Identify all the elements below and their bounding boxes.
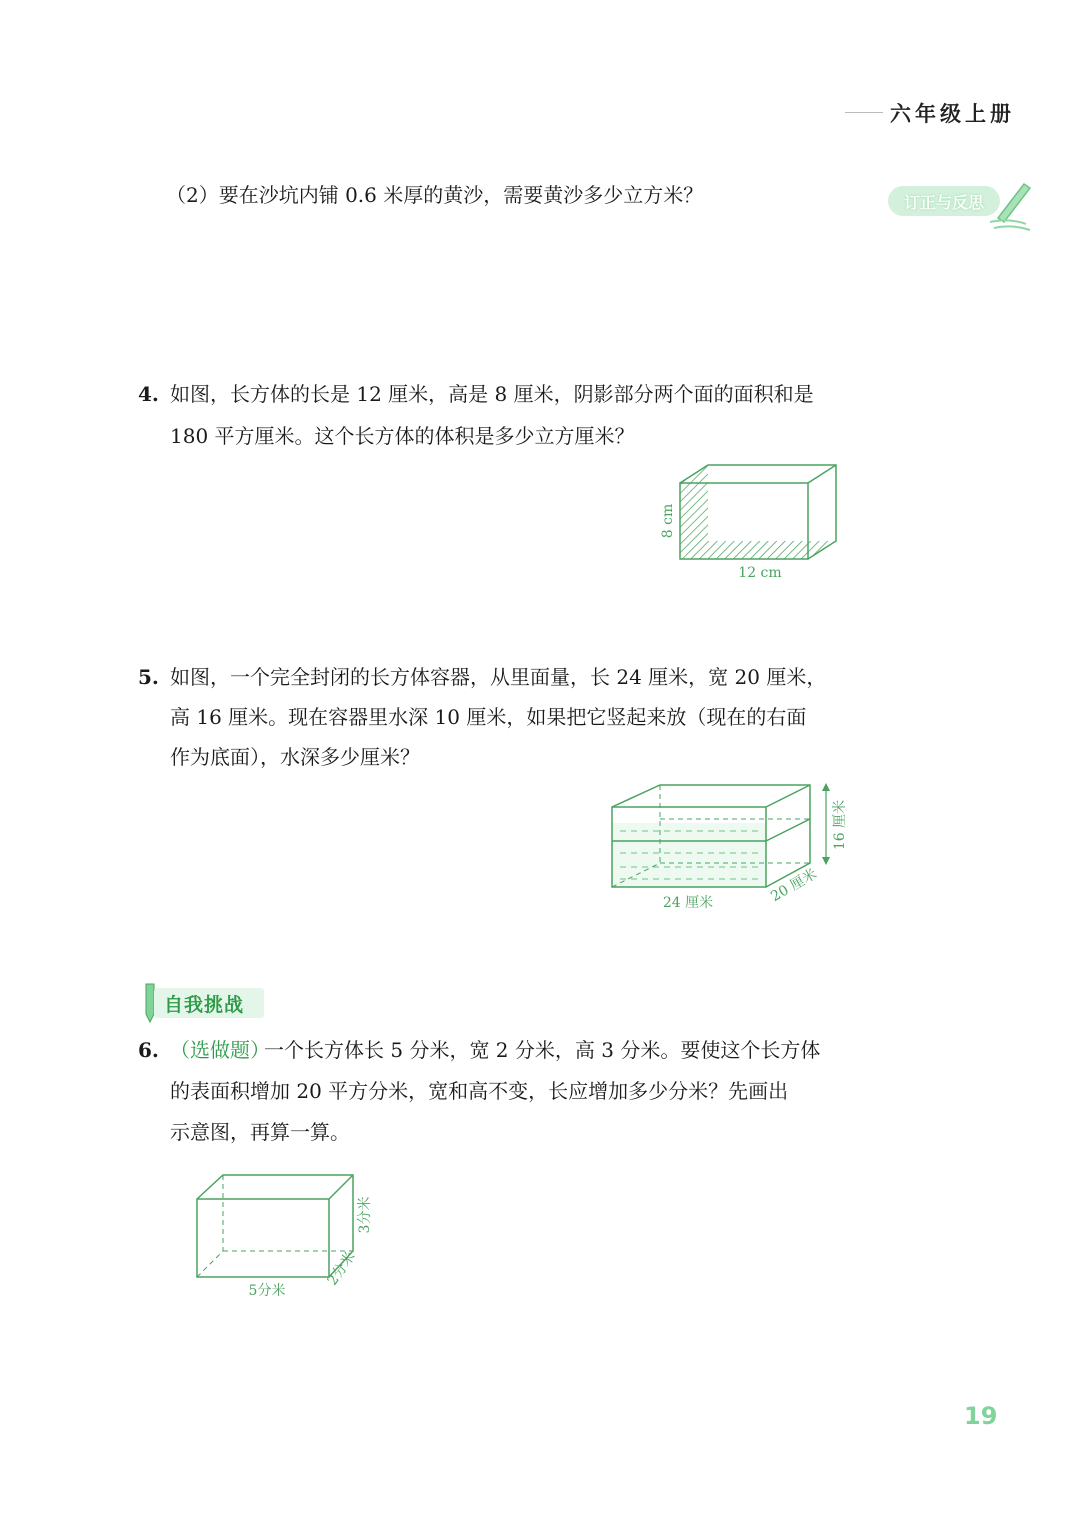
q4-edge: [808, 465, 836, 483]
q4-height-label: 8 cm: [660, 503, 676, 539]
q5-water-front: [612, 823, 766, 887]
q5-arrow-head: [822, 857, 830, 865]
q6-height-label: 3分米: [357, 1196, 373, 1234]
q6-hidden-edge: [197, 1251, 223, 1277]
q4-line1: 如图，长方体的长是 12 厘米，高是 8 厘米，阴影部分两个面的面积和是: [170, 382, 814, 406]
q5-arrow-head: [822, 783, 830, 791]
q5-line2: 高 16 厘米。现在容器里水深 10 厘米，如果把它竖起来放（现在的右面: [170, 705, 807, 729]
q6-line3: 示意图，再算一算。: [170, 1120, 350, 1144]
header-rule: [845, 112, 883, 113]
q6-number: 6.: [138, 1038, 159, 1062]
q5-edge: [766, 785, 810, 807]
q4-cuboid-figure: [650, 455, 850, 590]
q6-optional-tag: （选做题）: [170, 1038, 270, 1062]
q3-part2-text: （2）要在沙坑内铺 0.6 米厚的黄沙，需要黄沙多少立方米？: [166, 183, 704, 207]
q5-line3: 作为底面），水深多少厘米？: [170, 745, 420, 769]
q4-length-label: 12 cm: [738, 565, 782, 581]
grade-label: 六年级上册: [890, 102, 1015, 126]
q6-length-label: 5分米: [248, 1283, 286, 1299]
q4-line2: 180 平方厘米。这个长方体的体积是多少立方厘米？: [170, 424, 635, 448]
q5-container-figure: [600, 775, 860, 915]
self-challenge-header: [140, 980, 280, 1024]
q6-cuboid-figure: [185, 1165, 395, 1305]
q6-front-face: [197, 1199, 329, 1277]
q5-width-label: 20 厘米: [768, 866, 820, 906]
q6-width-label: 2分米: [324, 1248, 359, 1289]
q5-length-label: 24 厘米: [662, 895, 714, 911]
q5-line1: 如图，一个完全封闭的长方体容器，从里面量，长 24 厘米，宽 20 厘米，: [170, 665, 827, 689]
q6-line2: 的表面积增加 20 平方分米，宽和高不变，长应增加多少分米？先画出: [170, 1079, 789, 1103]
q5-water-surface-edge: [766, 819, 810, 841]
section-title: 自我挑战: [164, 994, 245, 1016]
q4-number: 4.: [138, 382, 159, 406]
q5-number: 5.: [138, 665, 159, 689]
q6-line1: 一个长方体长 5 分米，宽 2 分米，高 3 分米。要使这个长方体: [264, 1038, 821, 1062]
q6-edge: [329, 1175, 353, 1199]
correction-reflection-tag: 订正与反思: [888, 186, 1000, 216]
q5-height-label: 16 厘米: [832, 799, 848, 851]
pen-icon: [990, 178, 1036, 236]
page-number: 19: [964, 1402, 998, 1430]
